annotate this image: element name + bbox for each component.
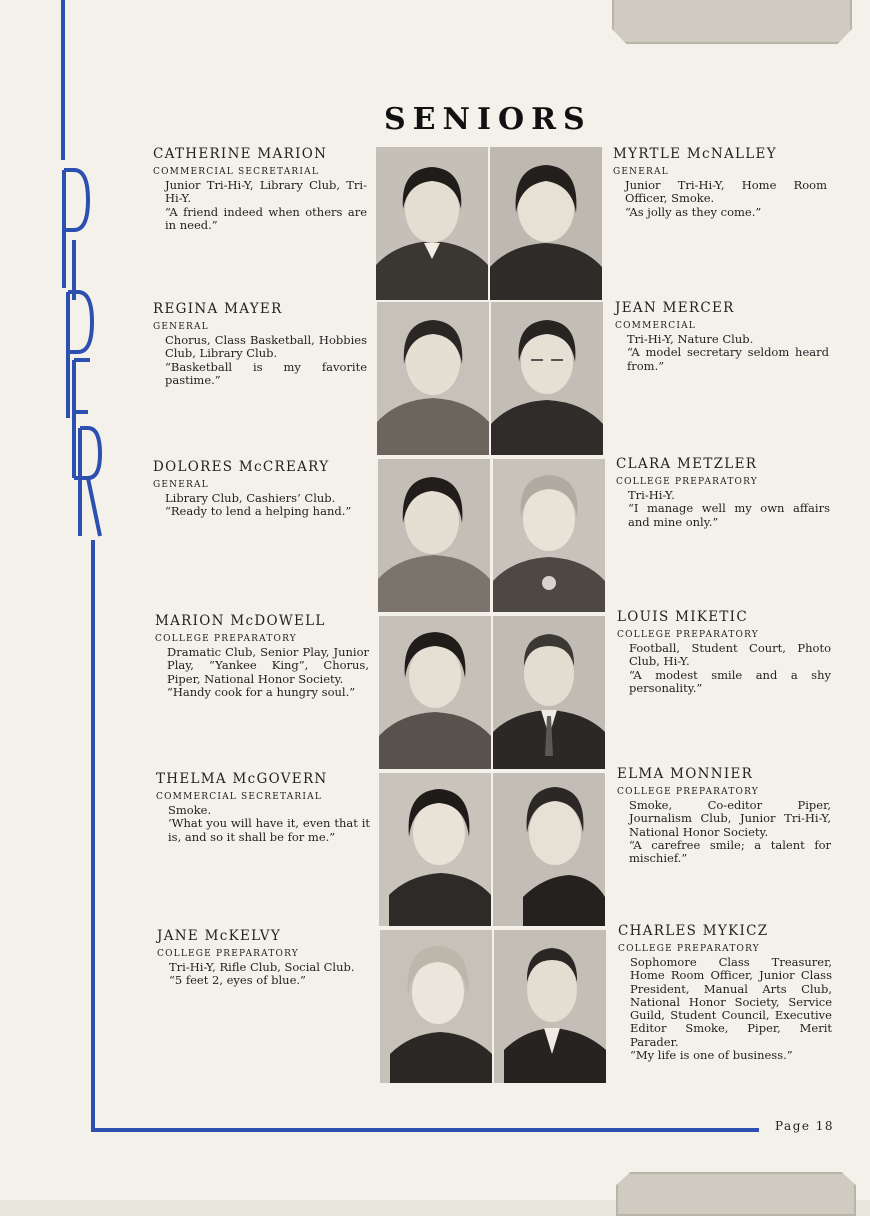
senior-name: DOLORES McCREARY xyxy=(153,459,330,475)
senior-activities: Tri-Hi-Y. xyxy=(628,488,675,502)
senior-activities: Junior Tri-Hi-Y, Library Club, Tri-Hi-Y. xyxy=(165,178,367,206)
page-title: SENIORS xyxy=(384,102,592,137)
senior-name: REGINA MAYER xyxy=(153,301,283,317)
portrait-photo xyxy=(493,773,605,926)
senior-name: THELMA McGOVERN xyxy=(156,771,328,787)
portrait-photo xyxy=(376,147,488,300)
senior-activities: Football, Student Court, Photo Club, Hi-Y. xyxy=(629,641,831,669)
senior-activities: Chorus, Class Basketball, Hobbies Club, Library Club. xyxy=(165,333,367,361)
binder-tab-bottom xyxy=(616,1172,856,1216)
senior-course: GENERAL xyxy=(153,322,209,332)
senior-quote: “I manage well my own affairs and mine only.” xyxy=(628,501,830,529)
senior-quote: “A carefree smile; a talent for mischief.” xyxy=(629,837,831,866)
senior-quote: “A modest smile and a shy personality.” xyxy=(629,667,831,695)
senior-entry xyxy=(617,766,831,865)
senior-activities: Dramatic Club, Senior Play, Junior Play, “Yankee King”, Chorus, Piper, National Honor Society. xyxy=(167,645,369,686)
portrait-photo xyxy=(493,459,605,612)
senior-entry xyxy=(617,609,831,695)
senior-name: JEAN MERCER xyxy=(615,300,735,316)
senior-course: COLLEGE PREPARATORY xyxy=(617,630,759,640)
portrait-photo xyxy=(379,773,491,926)
senior-entry xyxy=(157,928,371,988)
portrait-photo xyxy=(491,302,603,455)
portrait-photo xyxy=(377,302,489,455)
senior-entry xyxy=(618,923,832,1062)
senior-name: JANE McKELVY xyxy=(157,928,282,944)
senior-entry xyxy=(156,771,370,844)
portrait-photo xyxy=(379,616,491,769)
senior-course: COMMERCIAL xyxy=(615,321,696,331)
senior-quote: “5 feet 2, eyes of blue.” xyxy=(169,973,306,988)
binder-tab-top xyxy=(612,0,852,44)
portrait-photo xyxy=(493,616,605,769)
senior-name: CLARA METZLER xyxy=(616,456,758,472)
senior-quote: “Ready to lend a helping hand.” xyxy=(165,504,352,519)
senior-course: COLLEGE PREPARATORY xyxy=(616,477,758,487)
senior-quote: “Basketball is my favorite pastime.” xyxy=(165,359,367,387)
senior-course: COLLEGE PREPARATORY xyxy=(618,944,760,954)
senior-entry xyxy=(616,456,830,529)
senior-entry xyxy=(613,146,827,219)
portrait-photo xyxy=(490,147,602,300)
senior-name: CHARLES MYKICZ xyxy=(618,923,769,939)
senior-quote: ‘What you will have it, even that it is, and so it shall be for me.” xyxy=(168,816,370,844)
page-number: Page 18 xyxy=(775,1119,835,1133)
senior-entry xyxy=(615,300,829,373)
senior-quote: “My life is one of business.” xyxy=(630,1048,793,1063)
senior-quote: “Handy cook for a hungry soul.” xyxy=(167,684,356,699)
senior-quote: “A friend indeed when others are in need.” xyxy=(165,204,367,232)
portrait-photo xyxy=(494,930,606,1083)
senior-activities: Junior Tri-Hi-Y, Home Room Officer, Smoke. xyxy=(625,178,827,206)
senior-quote: “As jolly as they come.” xyxy=(625,204,762,219)
senior-activities: Sophomore Class Treasurer, Home Room Officer, Junior Class President, Manual Arts Club, National Honor Society, Service Guild, Student Council, Executive Editor Smoke, Piper, Merit Parader. xyxy=(630,955,832,1049)
senior-name: CATHERINE MARION xyxy=(153,146,328,162)
senior-activities: Smoke, Co-editor Piper, Journalism Club, Junior Tri-Hi-Y, National Honor Society. xyxy=(629,798,831,839)
side-rule-top xyxy=(61,0,65,160)
senior-course: COLLEGE PREPARATORY xyxy=(155,634,297,644)
senior-entry xyxy=(155,613,369,699)
senior-entry xyxy=(153,459,367,519)
senior-quote: “A model secretary seldom heard from.” xyxy=(627,345,829,373)
senior-name: ELMA MONNIER xyxy=(617,766,754,782)
senior-name: MYRTLE McNALLEY xyxy=(613,146,777,162)
senior-name: MARION McDOWELL xyxy=(155,613,326,629)
senior-course: COMMERCIAL SECRETARIAL xyxy=(156,792,323,802)
senior-activities: Smoke. xyxy=(168,803,212,817)
piper-side-logo xyxy=(56,160,106,540)
senior-name: LOUIS MIKETIC xyxy=(617,609,748,625)
senior-course: GENERAL xyxy=(613,167,669,177)
bottom-rule xyxy=(91,1128,759,1132)
senior-course: GENERAL xyxy=(153,480,209,490)
side-title-text: PIPER xyxy=(56,160,60,161)
senior-entry xyxy=(153,146,367,232)
senior-activities: Tri-Hi-Y, Rifle Club, Social Club. xyxy=(169,960,355,974)
senior-course: COMMERCIAL SECRETARIAL xyxy=(153,167,320,177)
portrait-photo xyxy=(380,930,492,1083)
portrait-photo xyxy=(378,459,490,612)
side-rule xyxy=(91,540,95,1132)
senior-course: COLLEGE PREPARATORY xyxy=(157,949,299,959)
senior-course: COLLEGE PREPARATORY xyxy=(617,787,759,797)
senior-activities: Tri-Hi-Y, Nature Club. xyxy=(627,332,754,346)
senior-entry xyxy=(153,301,367,387)
senior-activities: Library Club, Cashiers’ Club. xyxy=(165,491,336,505)
